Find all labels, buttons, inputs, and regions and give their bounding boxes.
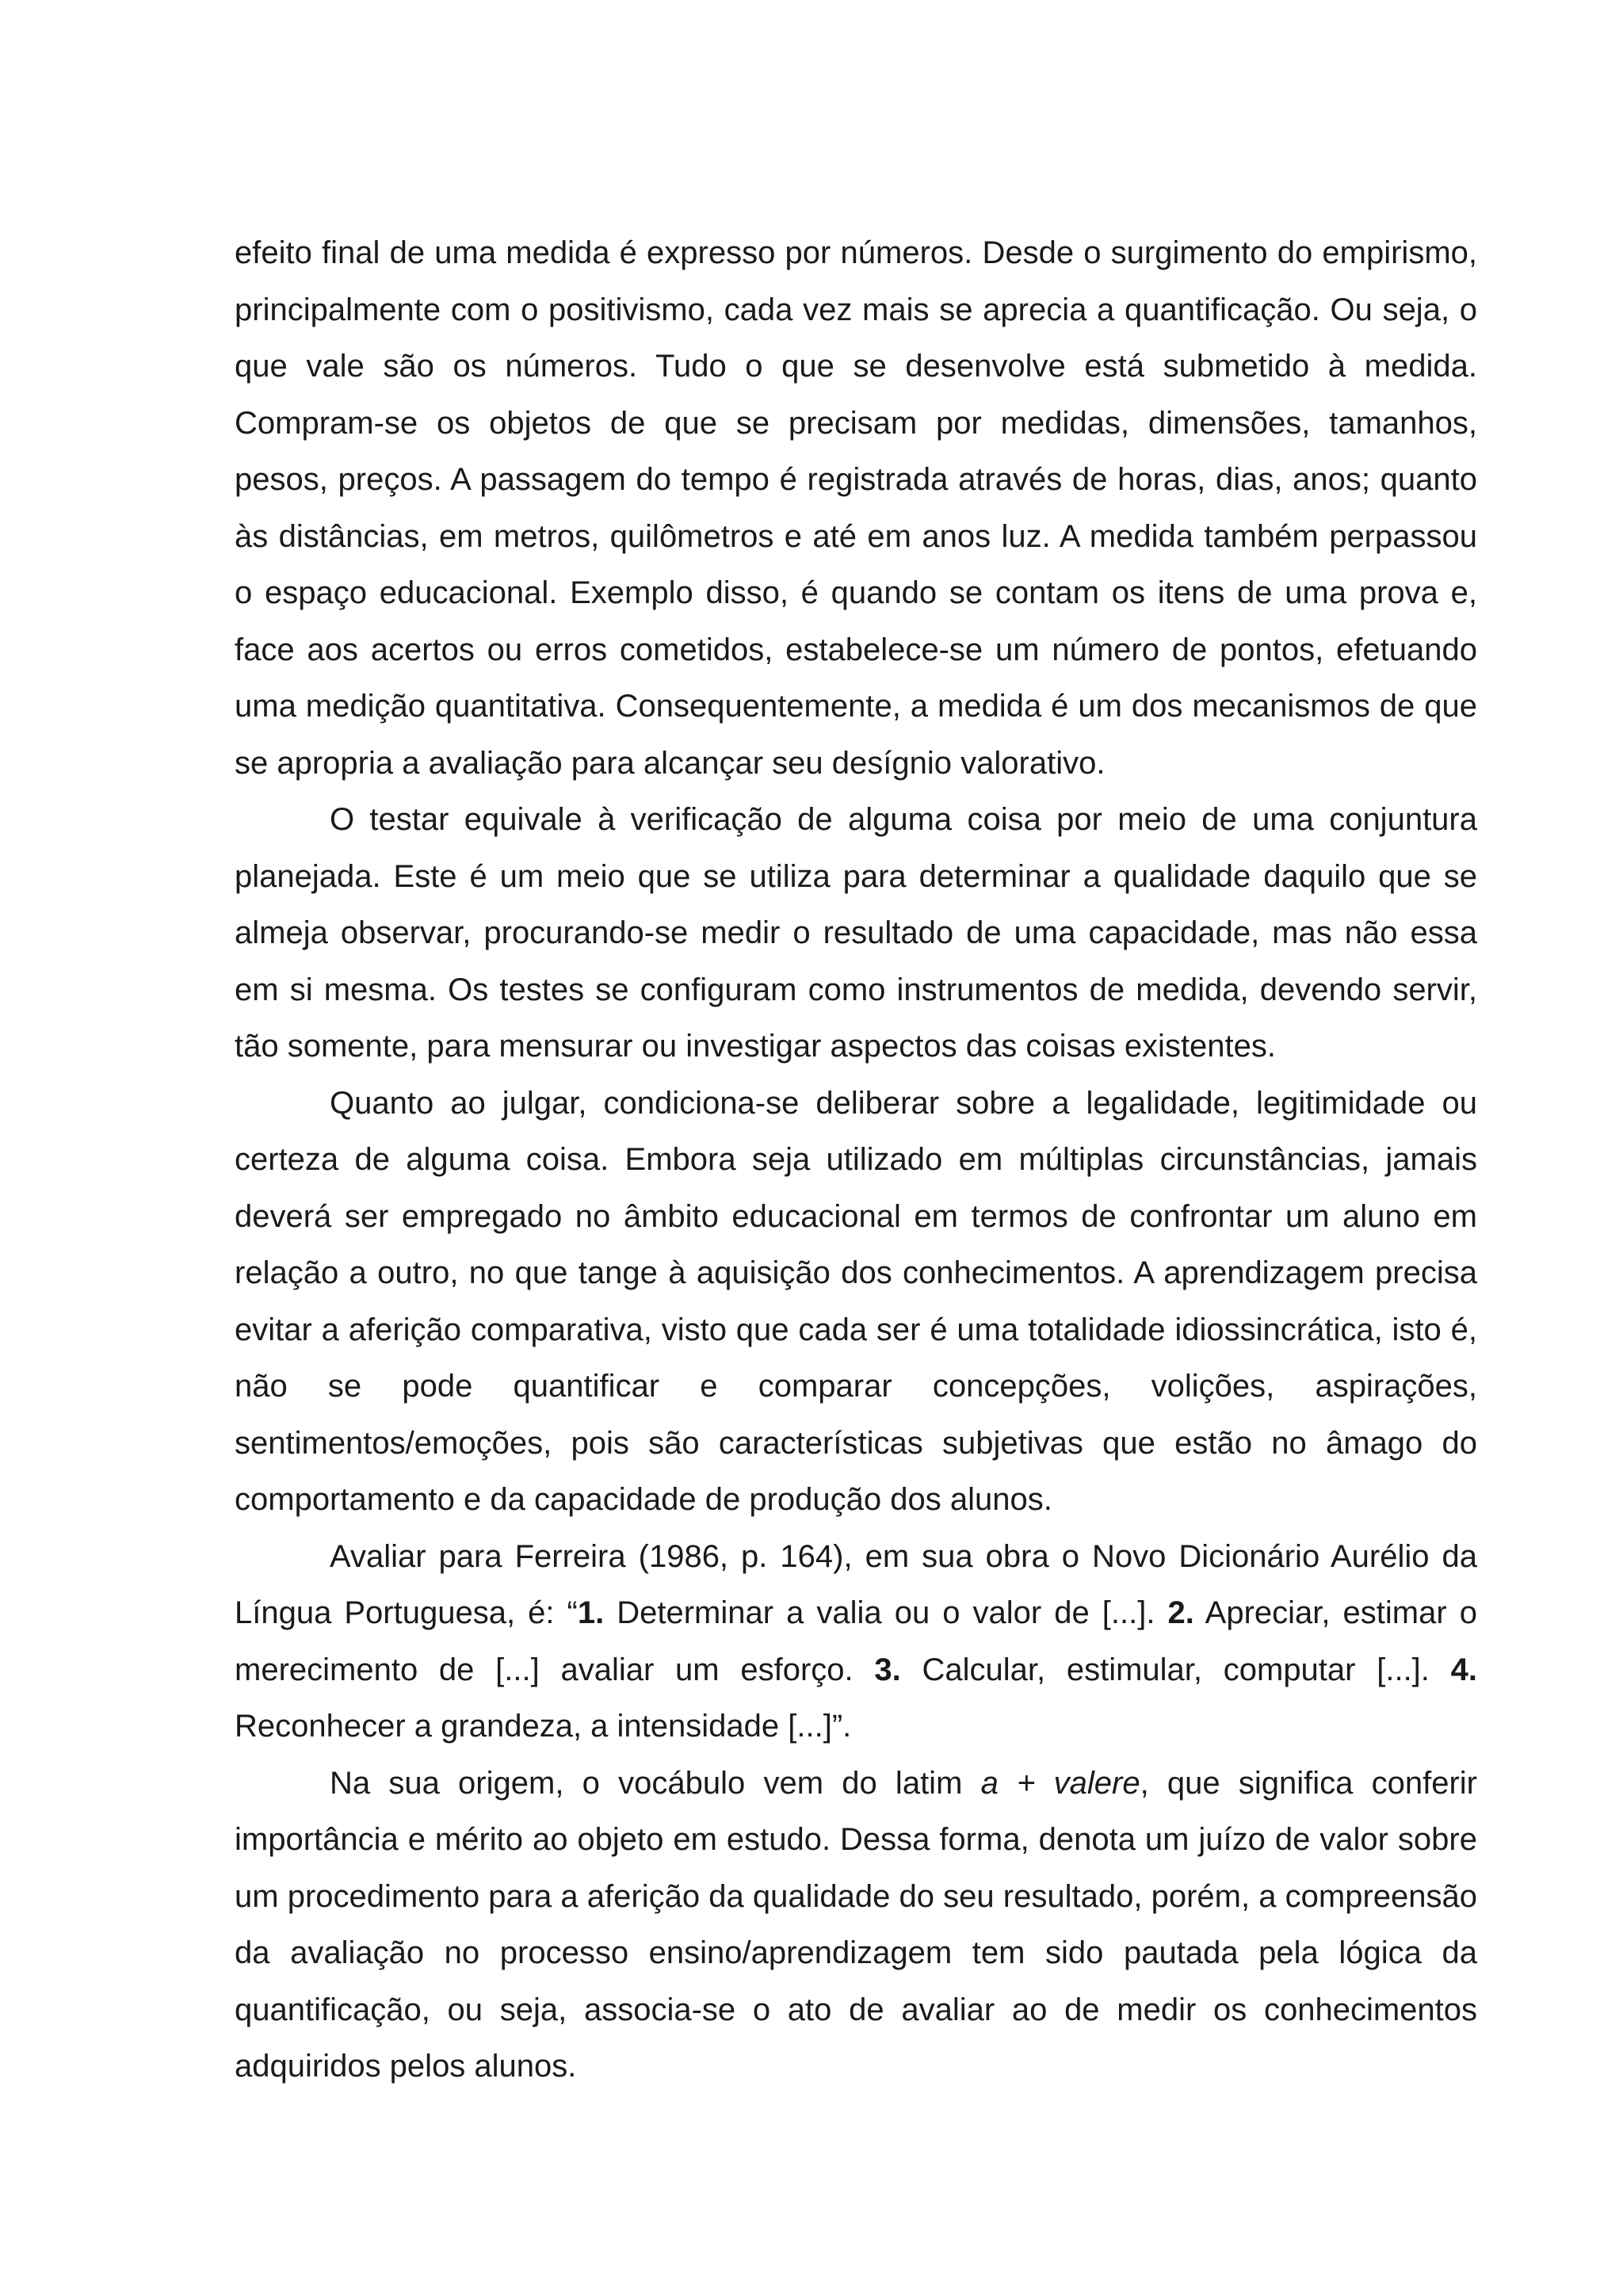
definition-number-3: 3. <box>874 1652 901 1687</box>
paragraph-avaliar-definicao <box>235 1529 1477 1755</box>
definition-number-2: 2. <box>1167 1595 1194 1630</box>
paragraph-medida: efeito final de uma medida é expresso por números. Desde o surgimento do empirismo, principalmente com o positivismo, cada vez mais se aprecia a quantificação. Ou seja, o que vale são os números. Tudo o que se desenvolve está submetido à medida. Compram-se os objetos de que se precisam por medidas, dimensões, tamanhos, pesos, preços. A passagem do tempo é registrada através de horas, dias, anos; quanto às distâncias, em metros, quilômetros e até em anos luz. A medida também perpassou o espaço educacional. Exemplo disso, é quando se contam os itens de uma prova e, face aos acertos ou erros cometidos, estabelece-se um número de pontos, efetuando uma medição quantitativa. Consequentemente, a medida é um dos mecanismos de que se apropria a avaliação para alcançar seu desígnio valorativo. <box>235 235 1477 781</box>
paragraph-testar: O testar equivale à verificação de alguma coisa por meio de uma conjuntura planejada. Este é um meio que se utiliza para determinar a qualidade daquilo que se almeja observar, procurando-se medir o resultado de uma capacidade, mas não essa em si mesma. Os testes se configuram como instrumentos de medida, devendo servir, tão somente, para mensurar ou investigar aspectos das coisas existentes. <box>235 802 1477 1064</box>
definition-text-4: Reconhecer a grandeza, a intensidade [...]”. <box>235 1709 852 1744</box>
latin-term: a + valere <box>980 1765 1140 1801</box>
definition-text-1: Determinar a valia ou o valor de [...]. <box>604 1595 1168 1630</box>
definition-text-2: Apreciar, estimar o merecimento de [...] avaliar um esforço. <box>235 1595 1477 1687</box>
document-body <box>235 225 1477 2095</box>
origem-text-after: , que significa conferir importância e mérito ao objeto em estudo. Dessa forma, denota um juízo de valor sobre um procedimento para a aferição da qualidade do seu resultado, porém, a compreensão da avaliação no processo ensino/aprendizagem tem sido pautada pela lógica da quantificação, ou seja, associa-se o ato de avaliar ao de medir os conhecimentos adquiridos pelos alunos. <box>235 1765 1477 2084</box>
definition-intro: Avaliar para Ferreira (1986, p. 164), em sua obra o Novo Dicionário Aurélio da Língua Portuguesa, é: “ <box>235 1538 1477 1630</box>
paragraph-julgar: Quanto ao julgar, condiciona-se deliberar sobre a legalidade, legitimidade ou certeza de alguma coisa. Embora seja utilizado em múltiplas circunstâncias, jamais deverá ser empregado no âmbito educacional em termos de confrontar um aluno em relação a outro, no que tange à aquisição dos conhecimentos. A aprendizagem precisa evitar a aferição comparativa, visto que cada ser é uma totalidade idiossincrática, isto é, não se pode quantificar e comparar concepções, volições, aspirações, sentimentos/emoções, pois são características subjetivas que estão no âmago do comportamento e da capacidade de produção dos alunos. <box>235 1085 1477 1517</box>
definition-number-4: 4. <box>1450 1652 1477 1687</box>
definition-number-1: 1. <box>577 1595 605 1630</box>
origem-text-before: Na sua origem, o vocábulo vem do latim <box>330 1765 981 1801</box>
definition-text-3: Calcular, estimular, computar [...]. <box>900 1652 1451 1687</box>
paragraph-origem <box>235 1755 1477 2095</box>
